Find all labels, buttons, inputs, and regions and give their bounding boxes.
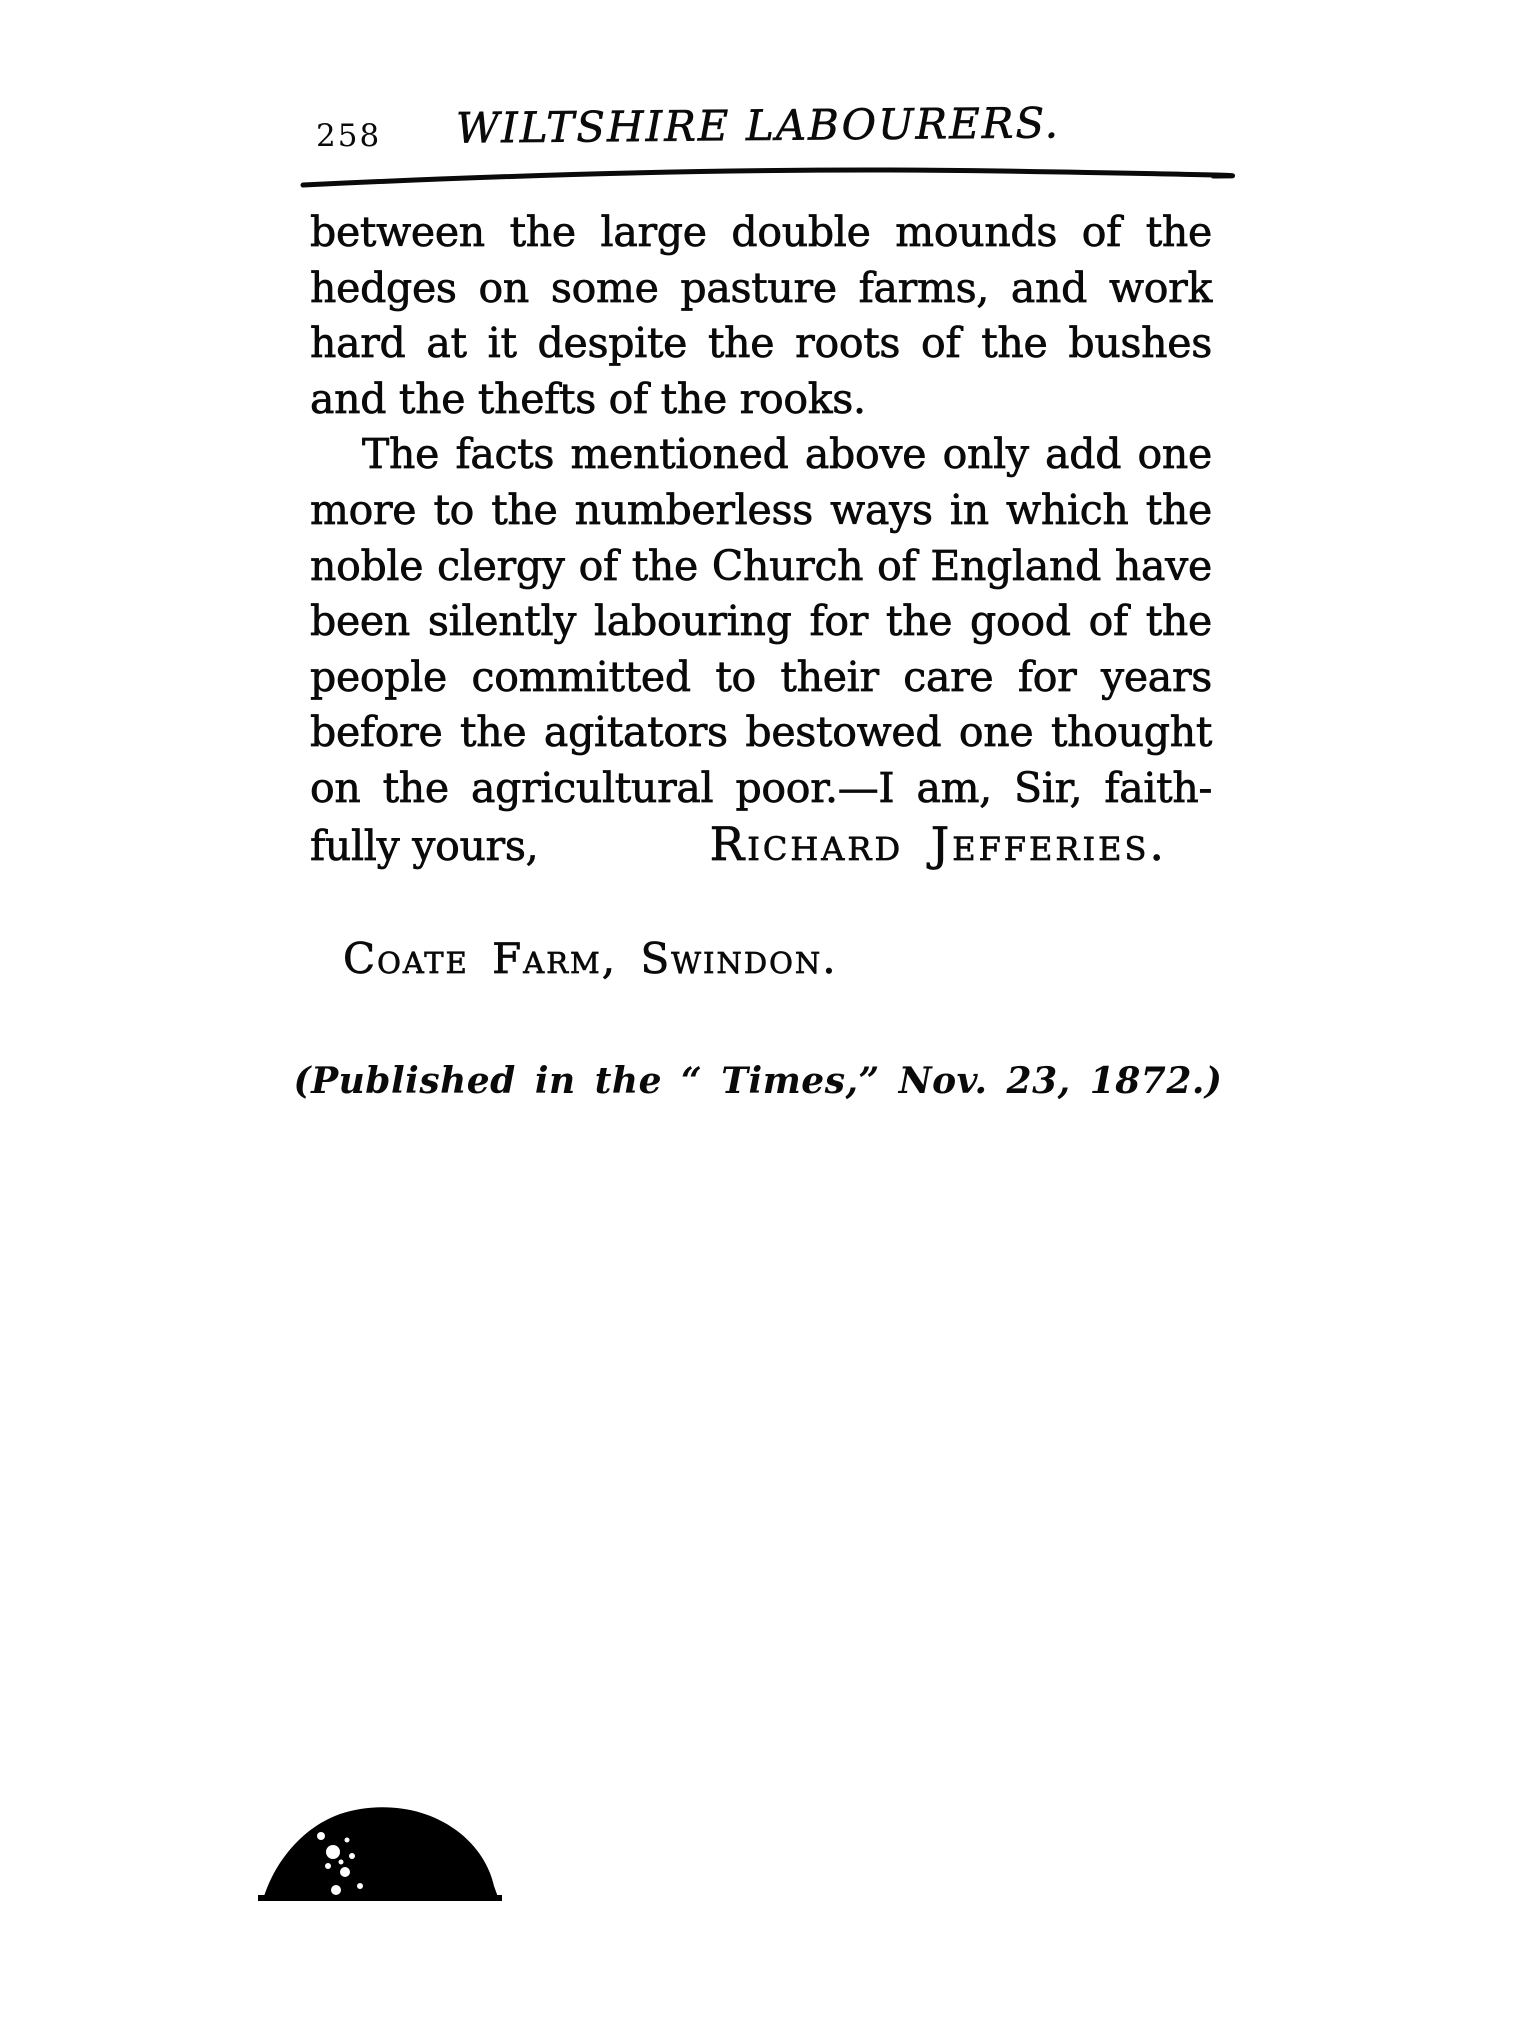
- text-line: been silently labouring for the good of the: [310, 597, 1212, 646]
- text-line: and the thefts of the rooks.: [310, 374, 866, 423]
- running-head-title: WILTSHIRE LABOURERS.: [455, 98, 1061, 153]
- text-line: more to the numberless ways in which the: [310, 485, 1212, 534]
- text-line: before the agitators bestowed one thought: [310, 708, 1212, 757]
- text-line: people committed to their care for years: [310, 652, 1212, 701]
- page-number: 258: [316, 118, 382, 154]
- text-line: between the large double mounds of the: [310, 208, 1212, 256]
- text-line: The facts mentioned above only add one: [362, 430, 1212, 479]
- text-line: on the agricultural poor.—I am, Sir, faith-: [310, 763, 1212, 812]
- address-line: Coate Farm, Swindon.: [343, 934, 838, 983]
- published-note: (Published in the “ Times,” Nov. 23, 1872.): [293, 1060, 1223, 1102]
- text-line: hard at it despite the roots of the bushes: [310, 319, 1212, 368]
- text-line: hedges on some pasture farms, and work: [310, 263, 1212, 312]
- text-line: noble clergy of the Church of England have: [310, 541, 1212, 590]
- signature-closing: fully yours,: [310, 821, 539, 870]
- signature-name: Richard Jefferies.: [709, 816, 1167, 871]
